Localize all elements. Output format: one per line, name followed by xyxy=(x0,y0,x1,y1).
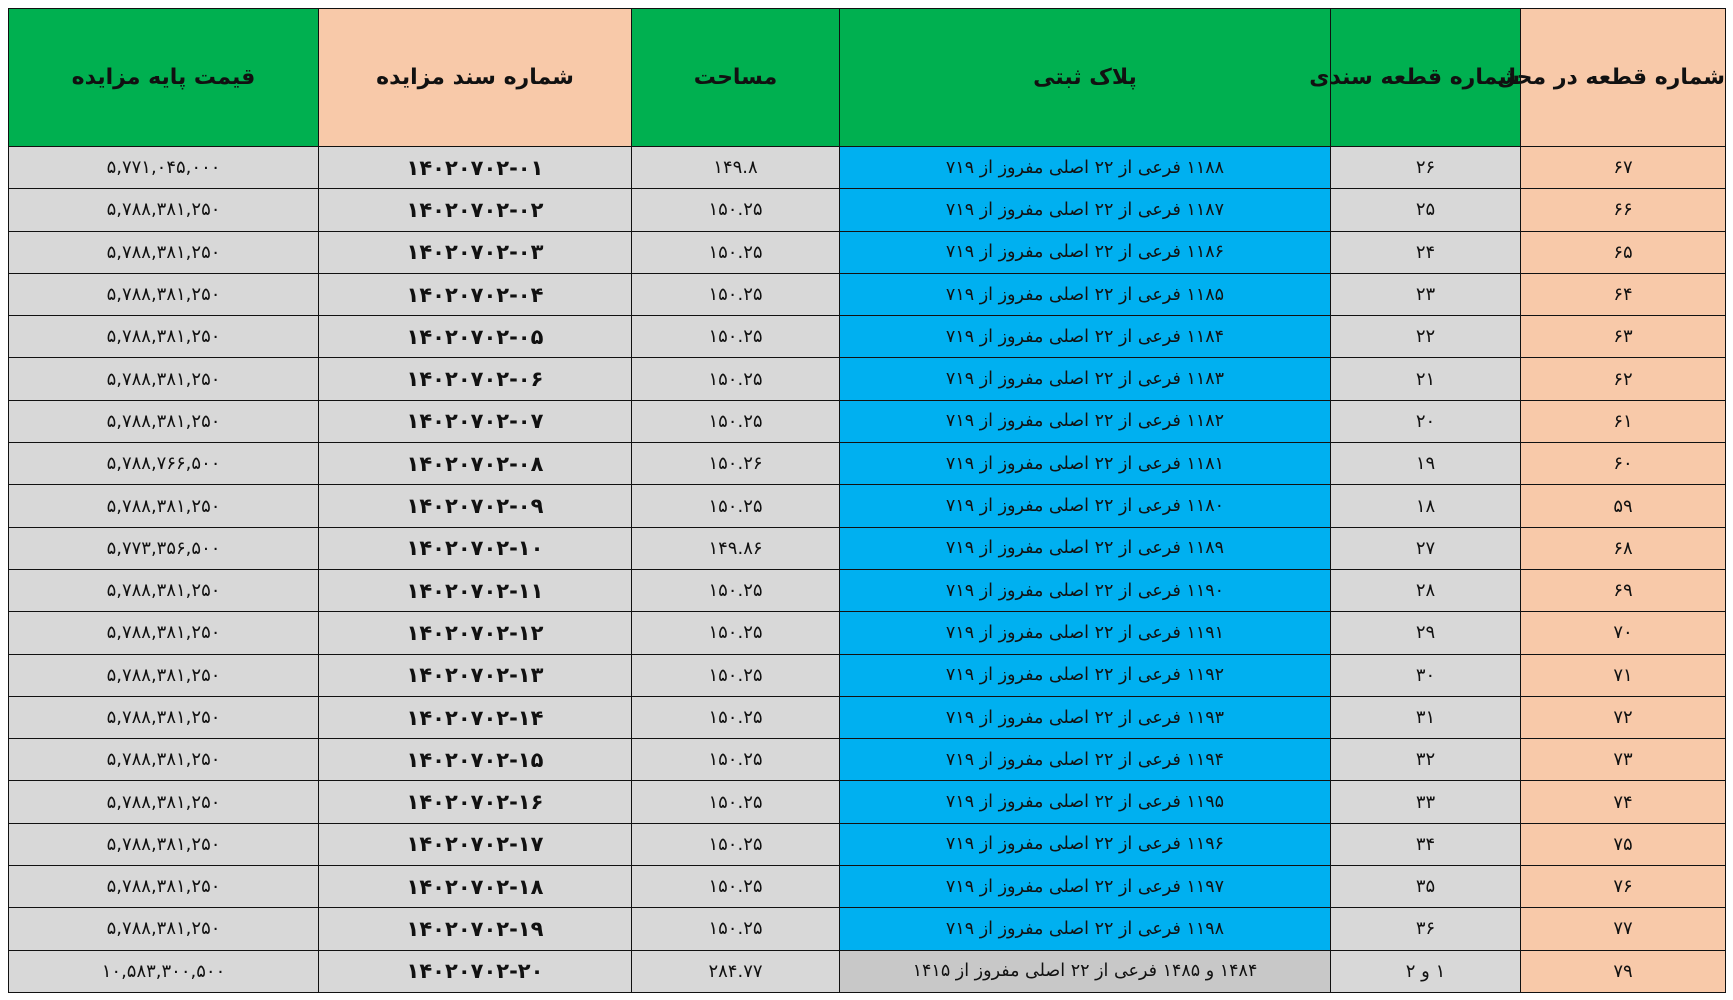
cell-base-price: ۵,۷۸۸,۳۸۱,۲۵۰ xyxy=(9,908,319,950)
cell-local-plot: ۷۱ xyxy=(1521,654,1726,696)
cell-local-plot: ۷۲ xyxy=(1521,696,1726,738)
cell-auction-doc: ۱۴۰۲۰۷۰۲-۱۹ xyxy=(319,908,632,950)
cell-auction-doc: ۱۴۰۲۰۷۰۲-۱۸ xyxy=(319,866,632,908)
table-row xyxy=(9,358,1726,400)
cell-auction-doc: ۱۴۰۲۰۷۰۲-۱۴ xyxy=(319,696,632,738)
cell-local-plot: ۷۴ xyxy=(1521,781,1726,823)
cell-auction-doc: ۱۴۰۲۰۷۰۲-۰۱ xyxy=(319,147,632,189)
cell-base-price: ۵,۷۷۱,۰۴۵,۰۰۰ xyxy=(9,147,319,189)
cell-auction-doc: ۱۴۰۲۰۷۰۲-۰۹ xyxy=(319,485,632,527)
cell-auction-doc: ۱۴۰۲۰۷۰۲-۰۲ xyxy=(319,189,632,231)
table-body xyxy=(9,147,1726,993)
cell-auction-doc: ۱۴۰۲۰۷۰۲-۰۶ xyxy=(319,358,632,400)
cell-area: ۱۵۰.۲۵ xyxy=(632,231,840,273)
cell-registry-plate: ۱۱۹۵ فرعی از ۲۲ اصلی مفروز از ۷۱۹ xyxy=(840,781,1331,823)
cell-base-price: ۵,۷۸۸,۳۸۱,۲۵۰ xyxy=(9,358,319,400)
cell-auction-doc: ۱۴۰۲۰۷۰۲-۱۵ xyxy=(319,739,632,781)
table-row xyxy=(9,189,1726,231)
cell-registry-plate: ۱۱۹۰ فرعی از ۲۲ اصلی مفروز از ۷۱۹ xyxy=(840,569,1331,611)
cell-local-plot: ۷۷ xyxy=(1521,908,1726,950)
cell-local-plot: ۵۹ xyxy=(1521,485,1726,527)
cell-registry-plate: ۱۱۸۶ فرعی از ۲۲ اصلی مفروز از ۷۱۹ xyxy=(840,231,1331,273)
cell-base-price: ۵,۷۸۸,۳۸۱,۲۵۰ xyxy=(9,866,319,908)
cell-deed-plot: ۳۱ xyxy=(1331,696,1521,738)
cell-auction-doc: ۱۴۰۲۰۷۰۲-۰۵ xyxy=(319,316,632,358)
cell-base-price: ۵,۷۷۳,۳۵۶,۵۰۰ xyxy=(9,527,319,569)
cell-base-price: ۵,۷۸۸,۳۸۱,۲۵۰ xyxy=(9,739,319,781)
cell-local-plot: ۶۵ xyxy=(1521,231,1726,273)
table-row xyxy=(9,696,1726,738)
header-local-plot: شماره قطعه در محل xyxy=(1521,9,1726,147)
table-row xyxy=(9,781,1726,823)
cell-area: ۱۵۰.۲۵ xyxy=(632,866,840,908)
auction-table xyxy=(8,8,1726,993)
cell-auction-doc: ۱۴۰۲۰۷۰۲-۱۷ xyxy=(319,823,632,865)
cell-registry-plate: ۱۱۸۲ فرعی از ۲۲ اصلی مفروز از ۷۱۹ xyxy=(840,400,1331,442)
cell-area: ۲۸۴.۷۷ xyxy=(632,950,840,992)
cell-registry-plate: ۱۱۹۷ فرعی از ۲۲ اصلی مفروز از ۷۱۹ xyxy=(840,866,1331,908)
cell-area: ۱۵۰.۲۵ xyxy=(632,400,840,442)
cell-registry-plate: ۱۱۹۶ فرعی از ۲۲ اصلی مفروز از ۷۱۹ xyxy=(840,823,1331,865)
cell-local-plot: ۷۳ xyxy=(1521,739,1726,781)
cell-base-price: ۵,۷۸۸,۳۸۱,۲۵۰ xyxy=(9,273,319,315)
cell-registry-plate: ۱۱۸۸ فرعی از ۲۲ اصلی مفروز از ۷۱۹ xyxy=(840,147,1331,189)
cell-area: ۱۵۰.۲۵ xyxy=(632,273,840,315)
table-row xyxy=(9,485,1726,527)
cell-local-plot: ۶۷ xyxy=(1521,147,1726,189)
cell-deed-plot: ۲۸ xyxy=(1331,569,1521,611)
cell-area: ۱۴۹.۸ xyxy=(632,147,840,189)
cell-local-plot: ۶۸ xyxy=(1521,527,1726,569)
cell-auction-doc: ۱۴۰۲۰۷۰۲-۰۷ xyxy=(319,400,632,442)
cell-base-price: ۵,۷۸۸,۳۸۱,۲۵۰ xyxy=(9,654,319,696)
cell-area: ۱۵۰.۲۵ xyxy=(632,189,840,231)
header-base-price: قیمت پایه مزایده xyxy=(9,9,319,147)
cell-registry-plate: ۱۴۸۴ و ۱۴۸۵ فرعی از ۲۲ اصلی مفروز از ۱۴۱۵ xyxy=(840,950,1331,992)
table-row xyxy=(9,443,1726,485)
table-row xyxy=(9,316,1726,358)
table-row xyxy=(9,231,1726,273)
header-row xyxy=(9,9,1726,147)
cell-base-price: ۵,۷۸۸,۳۸۱,۲۵۰ xyxy=(9,400,319,442)
cell-base-price: ۵,۷۸۸,۳۸۱,۲۵۰ xyxy=(9,316,319,358)
table-row xyxy=(9,950,1726,992)
cell-registry-plate: ۱۱۸۹ فرعی از ۲۲ اصلی مفروز از ۷۱۹ xyxy=(840,527,1331,569)
cell-area: ۱۴۹.۸۶ xyxy=(632,527,840,569)
cell-registry-plate: ۱۱۸۵ فرعی از ۲۲ اصلی مفروز از ۷۱۹ xyxy=(840,273,1331,315)
cell-auction-doc: ۱۴۰۲۰۷۰۲-۲۰ xyxy=(319,950,632,992)
cell-deed-plot: ۲۷ xyxy=(1331,527,1521,569)
cell-base-price: ۵,۷۸۸,۷۶۶,۵۰۰ xyxy=(9,443,319,485)
table-row xyxy=(9,400,1726,442)
cell-deed-plot: ۲۳ xyxy=(1331,273,1521,315)
cell-auction-doc: ۱۴۰۲۰۷۰۲-۱۳ xyxy=(319,654,632,696)
table-row xyxy=(9,273,1726,315)
cell-base-price: ۵,۷۸۸,۳۸۱,۲۵۰ xyxy=(9,189,319,231)
table-row xyxy=(9,612,1726,654)
cell-deed-plot: ۲۱ xyxy=(1331,358,1521,400)
cell-base-price: ۵,۷۸۸,۳۸۱,۲۵۰ xyxy=(9,231,319,273)
cell-registry-plate: ۱۱۸۱ فرعی از ۲۲ اصلی مفروز از ۷۱۹ xyxy=(840,443,1331,485)
cell-registry-plate: ۱۱۸۰ فرعی از ۲۲ اصلی مفروز از ۷۱۹ xyxy=(840,485,1331,527)
cell-registry-plate: ۱۱۸۷ فرعی از ۲۲ اصلی مفروز از ۷۱۹ xyxy=(840,189,1331,231)
cell-deed-plot: ۳۶ xyxy=(1331,908,1521,950)
cell-deed-plot: ۲۶ xyxy=(1331,147,1521,189)
cell-local-plot: ۷۶ xyxy=(1521,866,1726,908)
cell-auction-doc: ۱۴۰۲۰۷۰۲-۱۲ xyxy=(319,612,632,654)
cell-auction-doc: ۱۴۰۲۰۷۰۲-۰۳ xyxy=(319,231,632,273)
cell-deed-plot: ۲۰ xyxy=(1331,400,1521,442)
cell-auction-doc: ۱۴۰۲۰۷۰۲-۰۴ xyxy=(319,273,632,315)
cell-local-plot: ۶۴ xyxy=(1521,273,1726,315)
cell-registry-plate: ۱۱۸۴ فرعی از ۲۲ اصلی مفروز از ۷۱۹ xyxy=(840,316,1331,358)
table-row xyxy=(9,908,1726,950)
cell-area: ۱۵۰.۲۵ xyxy=(632,485,840,527)
cell-deed-plot: ۲۲ xyxy=(1331,316,1521,358)
cell-local-plot: ۷۹ xyxy=(1521,950,1726,992)
cell-area: ۱۵۰.۲۵ xyxy=(632,358,840,400)
cell-deed-plot: ۲۴ xyxy=(1331,231,1521,273)
cell-deed-plot: ۱۸ xyxy=(1331,485,1521,527)
header-deed-plot: شماره قطعه سندی xyxy=(1331,9,1521,147)
cell-area: ۱۵۰.۲۵ xyxy=(632,696,840,738)
cell-local-plot: ۶۲ xyxy=(1521,358,1726,400)
cell-local-plot: ۶۰ xyxy=(1521,443,1726,485)
cell-auction-doc: ۱۴۰۲۰۷۰۲-۰۸ xyxy=(319,443,632,485)
cell-area: ۱۵۰.۲۵ xyxy=(632,654,840,696)
table-row xyxy=(9,739,1726,781)
cell-deed-plot: ۳۴ xyxy=(1331,823,1521,865)
cell-auction-doc: ۱۴۰۲۰۷۰۲-۱۱ xyxy=(319,569,632,611)
cell-deed-plot: ۳۵ xyxy=(1331,866,1521,908)
cell-base-price: ۵,۷۸۸,۳۸۱,۲۵۰ xyxy=(9,485,319,527)
cell-deed-plot: ۲۵ xyxy=(1331,189,1521,231)
auction-table-container xyxy=(8,8,1725,993)
cell-deed-plot: ۳۰ xyxy=(1331,654,1521,696)
cell-deed-plot: ۳۲ xyxy=(1331,739,1521,781)
cell-auction-doc: ۱۴۰۲۰۷۰۲-۱۰ xyxy=(319,527,632,569)
cell-base-price: ۵,۷۸۸,۳۸۱,۲۵۰ xyxy=(9,696,319,738)
table-row xyxy=(9,866,1726,908)
cell-registry-plate: ۱۱۹۳ فرعی از ۲۲ اصلی مفروز از ۷۱۹ xyxy=(840,696,1331,738)
cell-area: ۱۵۰.۲۵ xyxy=(632,781,840,823)
cell-base-price: ۵,۷۸۸,۳۸۱,۲۵۰ xyxy=(9,823,319,865)
header-registry-plate: پلاک ثبتی xyxy=(840,9,1331,147)
table-row xyxy=(9,527,1726,569)
cell-auction-doc: ۱۴۰۲۰۷۰۲-۱۶ xyxy=(319,781,632,823)
cell-local-plot: ۷۵ xyxy=(1521,823,1726,865)
cell-area: ۱۵۰.۲۵ xyxy=(632,612,840,654)
cell-local-plot: ۶۹ xyxy=(1521,569,1726,611)
header-auction-doc: شماره سند مزایده xyxy=(319,9,632,147)
cell-local-plot: ۶۶ xyxy=(1521,189,1726,231)
cell-local-plot: ۶۱ xyxy=(1521,400,1726,442)
cell-deed-plot: ۱۹ xyxy=(1331,443,1521,485)
cell-area: ۱۵۰.۲۵ xyxy=(632,908,840,950)
cell-area: ۱۵۰.۲۵ xyxy=(632,823,840,865)
header-area: مساحت xyxy=(632,9,840,147)
cell-local-plot: ۷۰ xyxy=(1521,612,1726,654)
cell-area: ۱۵۰.۲۵ xyxy=(632,569,840,611)
cell-deed-plot: ۳۳ xyxy=(1331,781,1521,823)
cell-registry-plate: ۱۱۹۲ فرعی از ۲۲ اصلی مفروز از ۷۱۹ xyxy=(840,654,1331,696)
table-row xyxy=(9,147,1726,189)
cell-base-price: ۵,۷۸۸,۳۸۱,۲۵۰ xyxy=(9,569,319,611)
cell-registry-plate: ۱۱۸۳ فرعی از ۲۲ اصلی مفروز از ۷۱۹ xyxy=(840,358,1331,400)
cell-deed-plot: ۲۹ xyxy=(1331,612,1521,654)
table-row xyxy=(9,654,1726,696)
cell-registry-plate: ۱۱۹۸ فرعی از ۲۲ اصلی مفروز از ۷۱۹ xyxy=(840,908,1331,950)
table-row xyxy=(9,569,1726,611)
table-row xyxy=(9,823,1726,865)
cell-deed-plot: ۱ و ۲ xyxy=(1331,950,1521,992)
cell-base-price: ۱۰,۵۸۳,۳۰۰,۵۰۰ xyxy=(9,950,319,992)
cell-area: ۱۵۰.۲۶ xyxy=(632,443,840,485)
cell-local-plot: ۶۳ xyxy=(1521,316,1726,358)
cell-base-price: ۵,۷۸۸,۳۸۱,۲۵۰ xyxy=(9,612,319,654)
cell-area: ۱۵۰.۲۵ xyxy=(632,739,840,781)
cell-registry-plate: ۱۱۹۴ فرعی از ۲۲ اصلی مفروز از ۷۱۹ xyxy=(840,739,1331,781)
cell-area: ۱۵۰.۲۵ xyxy=(632,316,840,358)
cell-base-price: ۵,۷۸۸,۳۸۱,۲۵۰ xyxy=(9,781,319,823)
cell-registry-plate: ۱۱۹۱ فرعی از ۲۲ اصلی مفروز از ۷۱۹ xyxy=(840,612,1331,654)
